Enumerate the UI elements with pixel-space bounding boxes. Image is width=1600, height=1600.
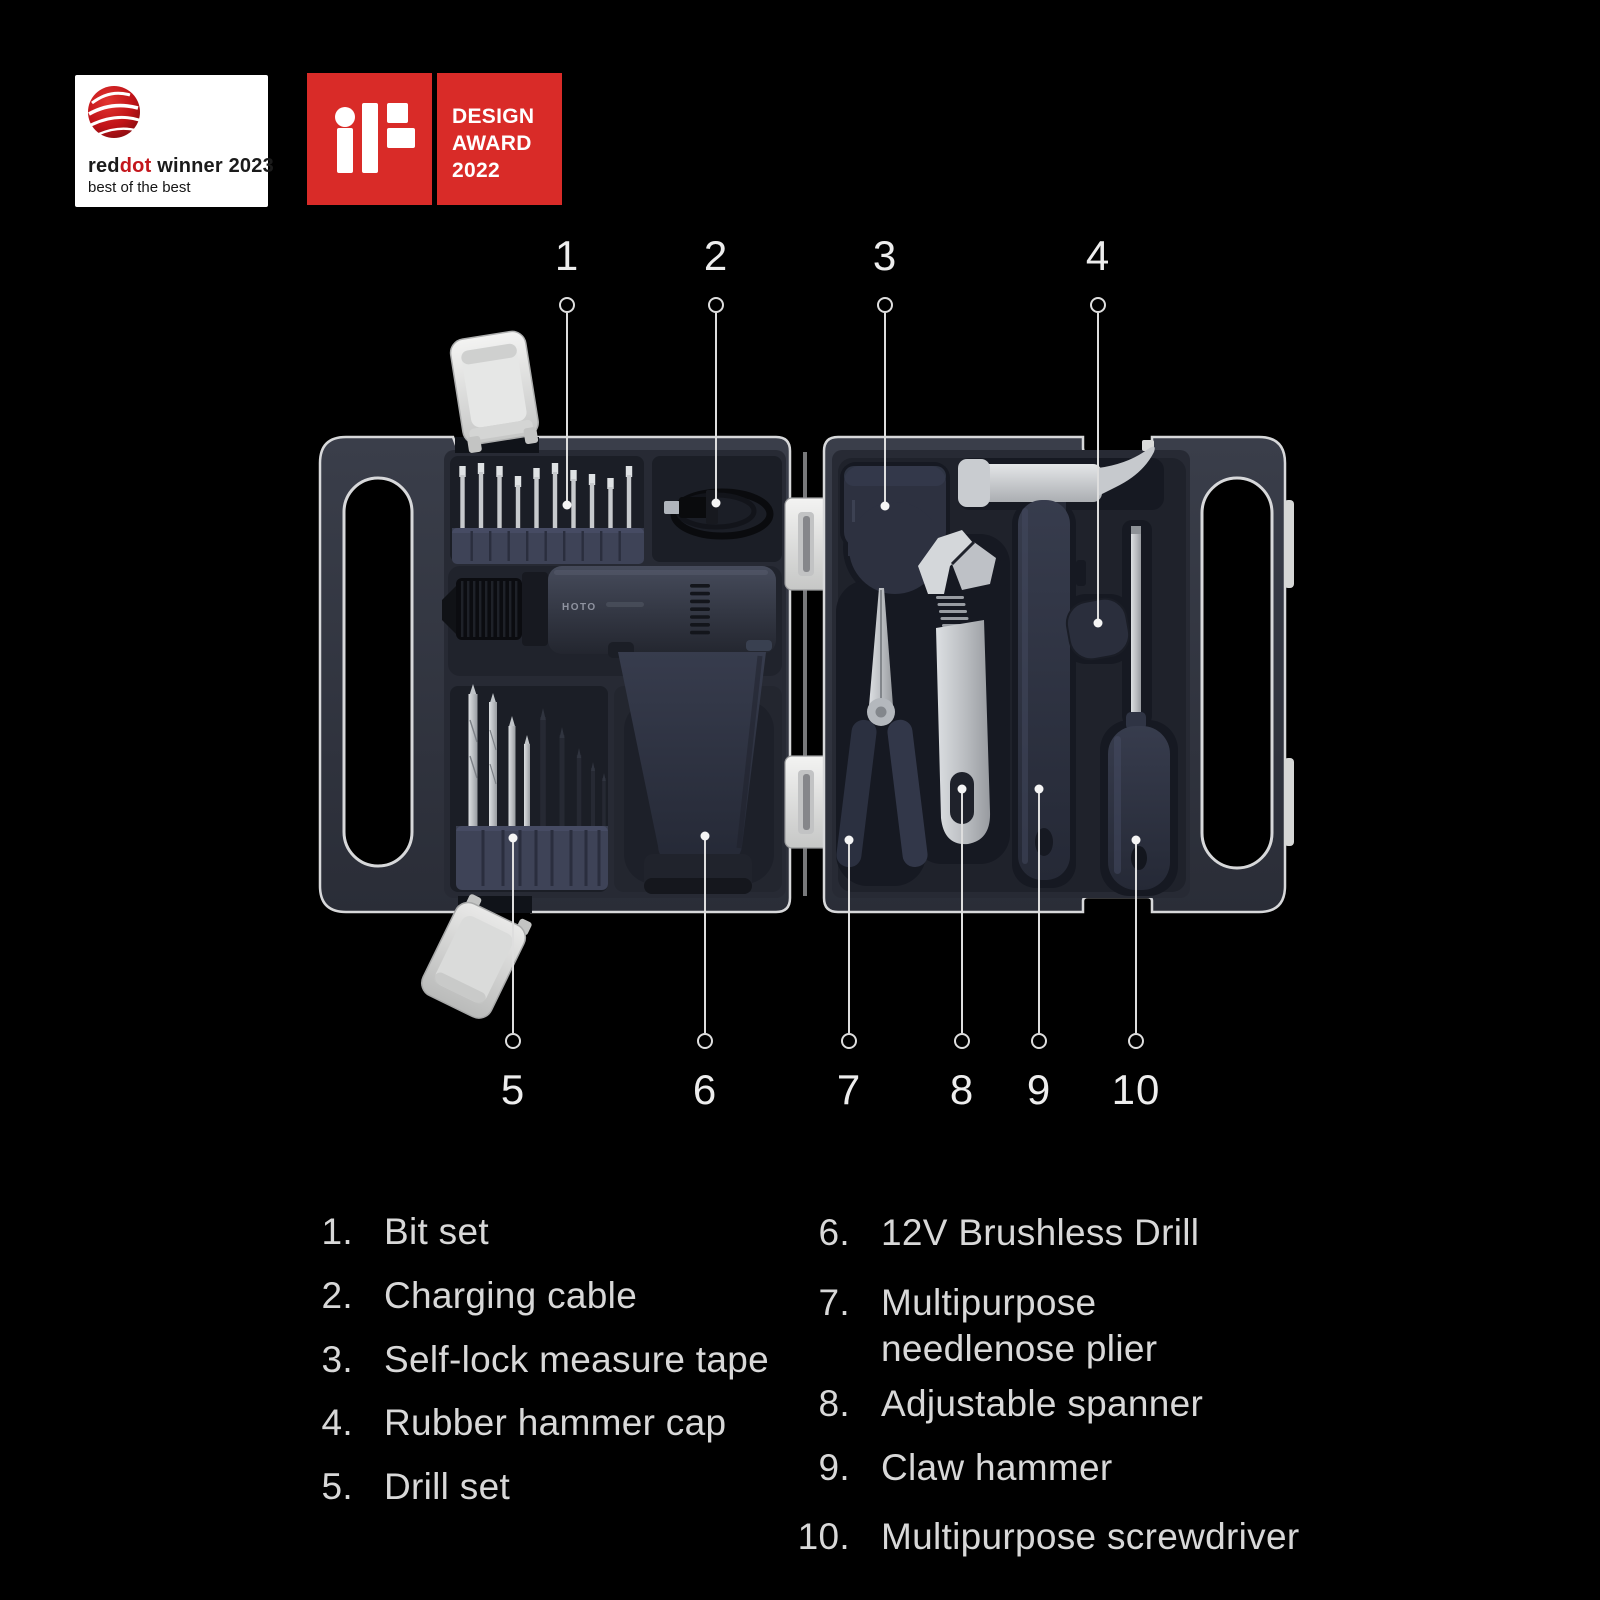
callout-number-3: 3: [872, 232, 898, 279]
drill-chuck: [456, 578, 522, 640]
legend-item-pliers: 7. Multipurpose needlenose plier: [818, 1282, 1158, 1369]
callout-number-9: 9: [1026, 1066, 1052, 1113]
legend-item-screwdriver: 10. Multipurpose screwdriver: [797, 1516, 1300, 1557]
callout-number-10: 10: [1111, 1066, 1161, 1113]
case-latch-closed-bottom: [1284, 758, 1294, 846]
case-hinge: [785, 452, 829, 896]
callout-number-2: 2: [703, 232, 729, 279]
callout-number-7: 7: [836, 1066, 862, 1113]
left-handle-cutout: [344, 478, 412, 866]
callout-number-8: 8: [949, 1066, 975, 1113]
bit-holder: [452, 528, 644, 564]
usb-connector: [664, 501, 680, 514]
legend-item-drill: 6. 12V Brushless Drill: [818, 1212, 1200, 1253]
callout-number-4: 4: [1085, 232, 1111, 279]
legend-item-measure-tape: 3. Self-lock measure tape: [321, 1339, 770, 1380]
legend-item-hammer: 9. Claw hammer: [818, 1447, 1113, 1488]
legend-item-charging-cable: 2. Charging cable: [321, 1275, 638, 1316]
case-latch-closed-top: [1284, 500, 1294, 588]
right-handle-cutout: [1202, 478, 1272, 868]
legend-item-drill-set: 5. Drill set: [321, 1466, 511, 1507]
legend-item-bit-set: 1. Bit set: [321, 1211, 489, 1252]
legend-item-rubber-cap: 4. Rubber hammer cap: [321, 1402, 727, 1443]
case-latch-open-top: [449, 329, 542, 453]
drill-brand-label: HOTO: [562, 602, 597, 613]
callout-number-1: 1: [554, 232, 580, 279]
callout-number-6: 6: [692, 1066, 718, 1113]
callout-number-5: 5: [500, 1066, 526, 1113]
legend-item-spanner: 8. Adjustable spanner: [818, 1383, 1204, 1424]
reddot-tagline: best of the best: [88, 179, 191, 196]
reddot-wordmark: reddot winner 2023: [88, 155, 274, 177]
if-award-text: DESIGN AWARD 2022: [452, 105, 535, 182]
